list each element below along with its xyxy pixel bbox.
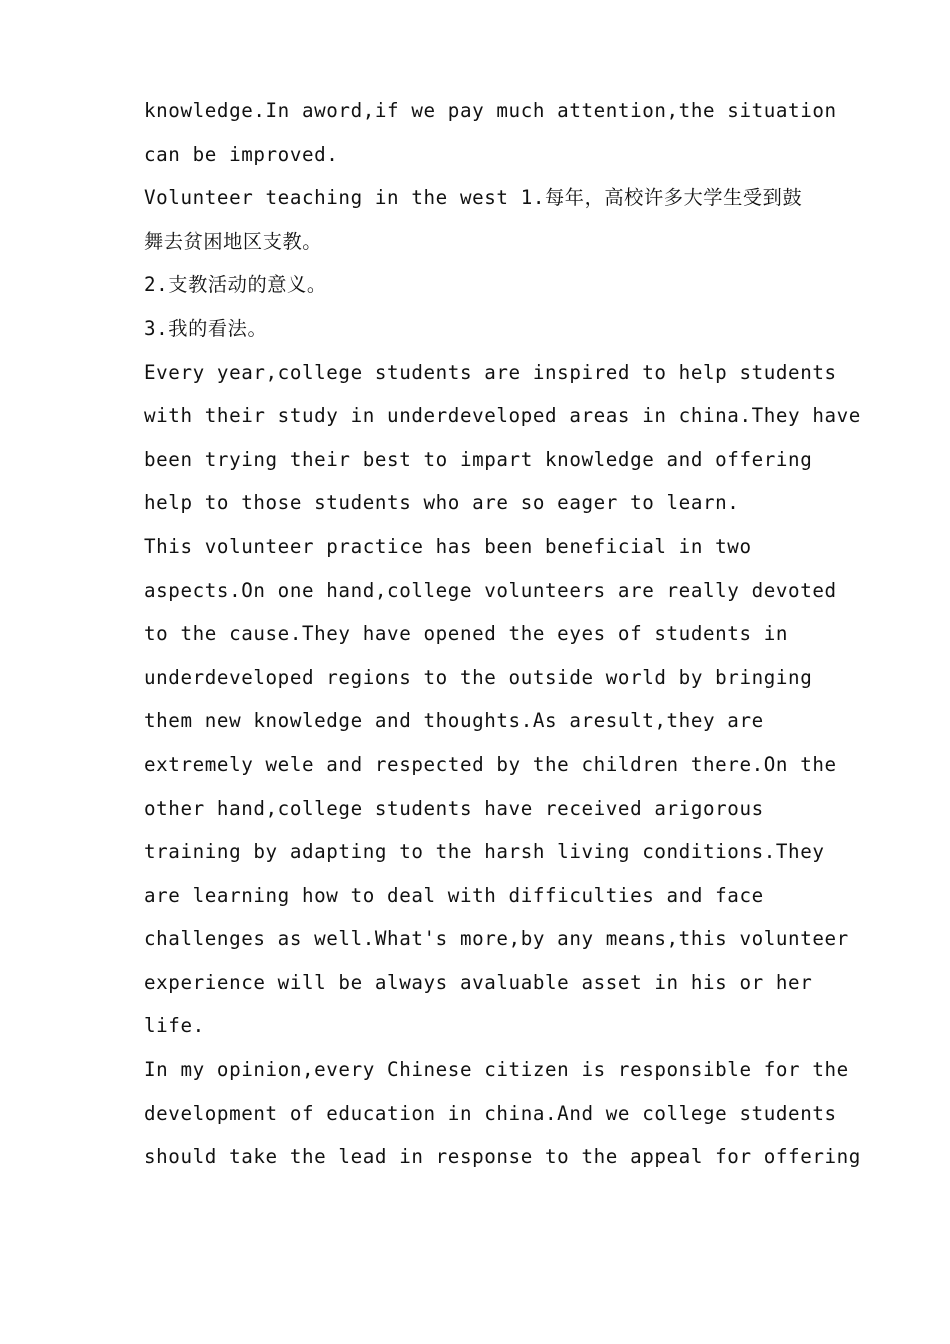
text-line: Volunteer teaching in the west 1.每年，高校许多大学生受到鼓 (144, 186, 803, 210)
text-line: experience will be always avaluable asset in his or her (144, 970, 813, 994)
text-line: life. (144, 1014, 205, 1038)
text-line: Every year,college students are inspired to help students (144, 360, 837, 384)
text-line: 2.支教活动的意义。 (144, 273, 327, 297)
text-line: should take the lead in response to the appeal for offering (144, 1145, 861, 1169)
text-line: development of education in china.And we college students (144, 1101, 837, 1125)
text-line: challenges as well.What's more,by any means,this volunteer (144, 927, 849, 951)
text-line: them new knowledge and thoughts.As aresult,they are (144, 709, 764, 733)
text-line: 3.我的看法。 (144, 316, 268, 340)
text-line: been trying their best to impart knowledge and offering (144, 447, 813, 471)
text-line: 舞去贫困地区支教。 (144, 229, 323, 253)
text-line: are learning how to deal with difficulties and face (144, 883, 764, 907)
text-line: with their study in underdeveloped areas in china.They have (144, 404, 861, 428)
text-line: In my opinion,every Chinese citizen is responsible for the (144, 1058, 849, 1082)
text-line: help to those students who are so eager to learn. (144, 491, 740, 515)
text-line: aspects.On one hand,college volunteers are really devoted (144, 578, 837, 602)
text-line: can be improved. (144, 142, 339, 166)
text-line: underdeveloped regions to the outside world by bringing (144, 665, 813, 689)
text-line: other hand,college students have received arigorous (144, 796, 764, 820)
text-line: training by adapting to the harsh living conditions.They (144, 840, 825, 864)
text-line: knowledge.In aword,if we pay much attention,the situation (144, 99, 837, 122)
text-line: This volunteer practice has been beneficial in two (144, 534, 752, 558)
text-line: extremely wele and respected by the children there.On the (144, 752, 837, 776)
essay-text (144, 89, 861, 1179)
text-line: to the cause.They have opened the eyes of students in (144, 622, 789, 646)
